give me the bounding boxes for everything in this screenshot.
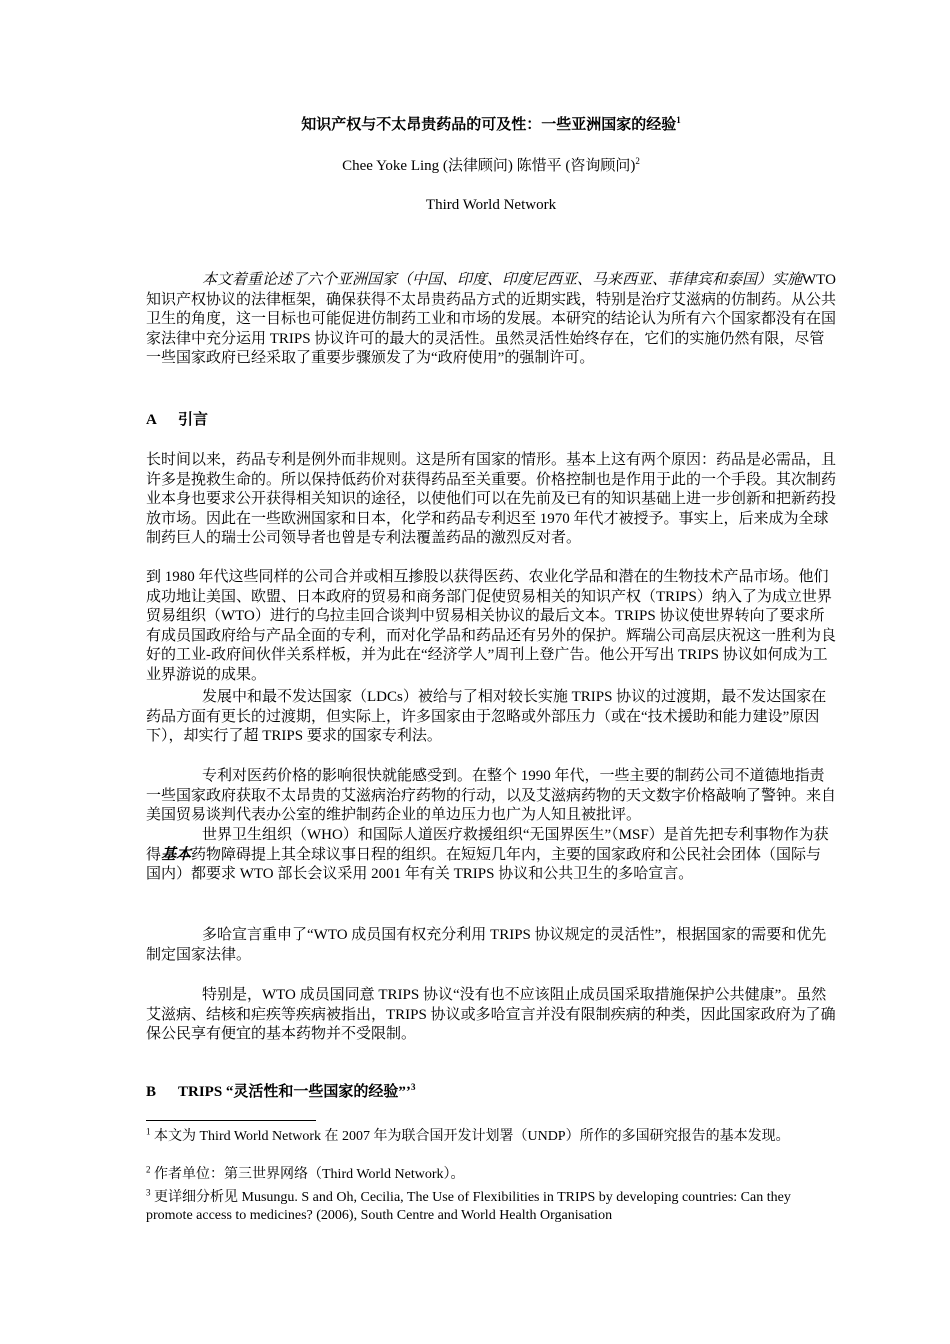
paragraph-2: 到 1980 年代这些同样的公司合并或相互掺股以获得医药、农业化学品和潜在的生物技术产品市场。他们成功地让美国、欧盟、日本政府的贸易和商务部门促使贸易相关的知识产权（TRIPS）纳入了为成立世界贸易组织（WTO）进行的乌拉圭回合谈判中贸易相关协议的最后文本。TRIPS 协议使世界转向了要求所有成员国政府给与产品全面的专利，而对化学品和药品还有另外的保护。辉瑞公司高层庆祝这一胜利为良好的工业-政府间伙伴关系样板，并为此在“经济学人”周刊上登广告。他公开写出 TRIPS 协议如何成为工业界游说的成果。 [146, 569, 837, 683]
paragraph-5 [146, 826, 836, 885]
title-text: 知识产权与不太昂贵药品的可及性：一些亚洲国家的经验 [301, 117, 677, 133]
footnote-2-text: 作者单位：第三世界网络（Third World Network）。 [154, 1167, 465, 1182]
paragraph-5-text-a: 世界卫生组织（WHO）和国际人道医疗救援组织“无国界医生”（MSF）是首先把专利事物作为获得 [146, 827, 829, 863]
section-a-title: 引言 [178, 412, 209, 428]
authors-text: Chee Yoke Ling (法律顾问) 陈惜平 (咨询顾问) [342, 158, 636, 174]
footnote-3 [146, 1189, 836, 1224]
author-line [146, 157, 836, 177]
authors-footnote-ref[interactable]: 2 [635, 156, 640, 166]
section-b-title: TRIPS “灵活性和一些国家的经验”’ [178, 1084, 411, 1100]
footnote-1-text: 本文为 Third World Network 在 2007 年为联合国开发计划署（UNDP）所作的多国研究报告的基本发现。 [154, 1129, 790, 1144]
footnote-3-number: 3 [146, 1187, 151, 1198]
footnote-1-number: 1 [146, 1126, 151, 1137]
paragraph-5-emphasis: 基本 [161, 846, 192, 863]
footnote-2-number: 2 [146, 1164, 151, 1175]
paragraph-7: 特别是，WTO 成员国同意 TRIPS 协议“没有也不应该阻止成员国采取措施保护公共健康”。虽然艾滋病、结核和疟疾等疾病被指出，TRIPS 协议或多哈宣言并没有限制疾病的种类，因此国家政府为了确保公民享有便宜的基本药物并不受限制。 [146, 987, 836, 1042]
section-a-number: A [146, 412, 157, 428]
section-b-footnote-ref[interactable]: 3 [410, 1082, 416, 1092]
abstract-text: WTO 知识产权协议的法律框架，确保获得不太昂贵药品方式的近期实践，特别是治疗艾滋病的仿制药。从公共卫生的角度，这一目标也可能促进仿制药工业和市场的发展。本研究的结论认为所有六个国家都没有在国家法律中充分运用 TRIPS 协议许可的最大的灵活性。虽然灵活性始终存在，它们的实施仍然有限，尽管一些国家政府已经采取了重要步骤颁发了为“政府使用”的强制许可。 [146, 272, 837, 366]
footnote-separator [146, 1120, 316, 1121]
organization: Third World Network [425, 197, 557, 213]
footnote-2 [146, 1166, 836, 1184]
section-a-heading [146, 411, 836, 431]
paragraph-1: 长时间以来，药品专利是例外而非规则。这是所有国家的情形。基本上这有两个原因：药品是必需品，且许多是挽救生命的。所以保持低药价对获得药品至关重要。价格控制也是作用于此的一个手段。其次制药业本身也要求公开获得相关知识的途径，以使他们可以在先前及已有的知识基础上进一步创新和把新药投放市场。因此在一些欧洲国家和日本，化学和药品专利迟至 1970 年代才被授予。事实上，后来成为全球制药巨人的瑞士公司领导者也曾是专利法覆盖药品的激烈反对者。 [146, 452, 837, 546]
title-footnote-ref[interactable]: 1 [676, 115, 681, 125]
paragraph-3: 发展中和最不发达国家（LDCs）被给与了相对较长实施 TRIPS 协议的过渡期，最不发达国家在药品方面有更长的过渡期，但实际上，许多国家由于忽略或外部压力（或在“技术援助和能力建设”原因下），却实行了超 TRIPS 要求的国家专利法。 [146, 689, 827, 744]
section-b-number: B [146, 1084, 157, 1100]
paragraph-6: 多哈宣言重申了“WTO 成员国有权充分利用 TRIPS 协议规定的灵活性”，根据国家的需要和优先制定国家法律。 [146, 927, 827, 963]
footnote-3-text: 更详细分析见 Musungu. S and Oh, Cecilia, The Use of Flexibilities in TRIPS by developing countries: Can they promote access to medicines? (2006), South Centre and World Health Organisation [146, 1190, 791, 1223]
section-b-heading [146, 1083, 836, 1103]
abstract-paragraph [146, 271, 836, 369]
abstract-italic-text: 本文着重论述了六个亚洲国家（中国、印度、印度尼西亚、马来西亚、菲律宾和泰国）实施 [202, 272, 803, 288]
paragraph-4: 专利对医药价格的影响很快就能感受到。在整个 1990 年代，一些主要的制药公司不道德地指责一些国家政府获取不太昂贵的艾滋病治疗药物的行动，以及艾滋病药物的天文数字价格敲响了警钟。来自美国贸易谈判代表办公室的维护制药企业的单边压力也广为人知且被批评。 [146, 768, 837, 823]
paragraph-5-text-b: 药物障碍提上其全球议事日程的组织。在短短几年内，主要的国家政府和公民社会团体（国际与国内）都要求 WTO 部长会议采用 2001 年有关 TRIPS 协议和公共卫生的多哈宣言。 [146, 846, 822, 882]
footnote-1 [146, 1128, 836, 1146]
paper-title [146, 116, 836, 136]
